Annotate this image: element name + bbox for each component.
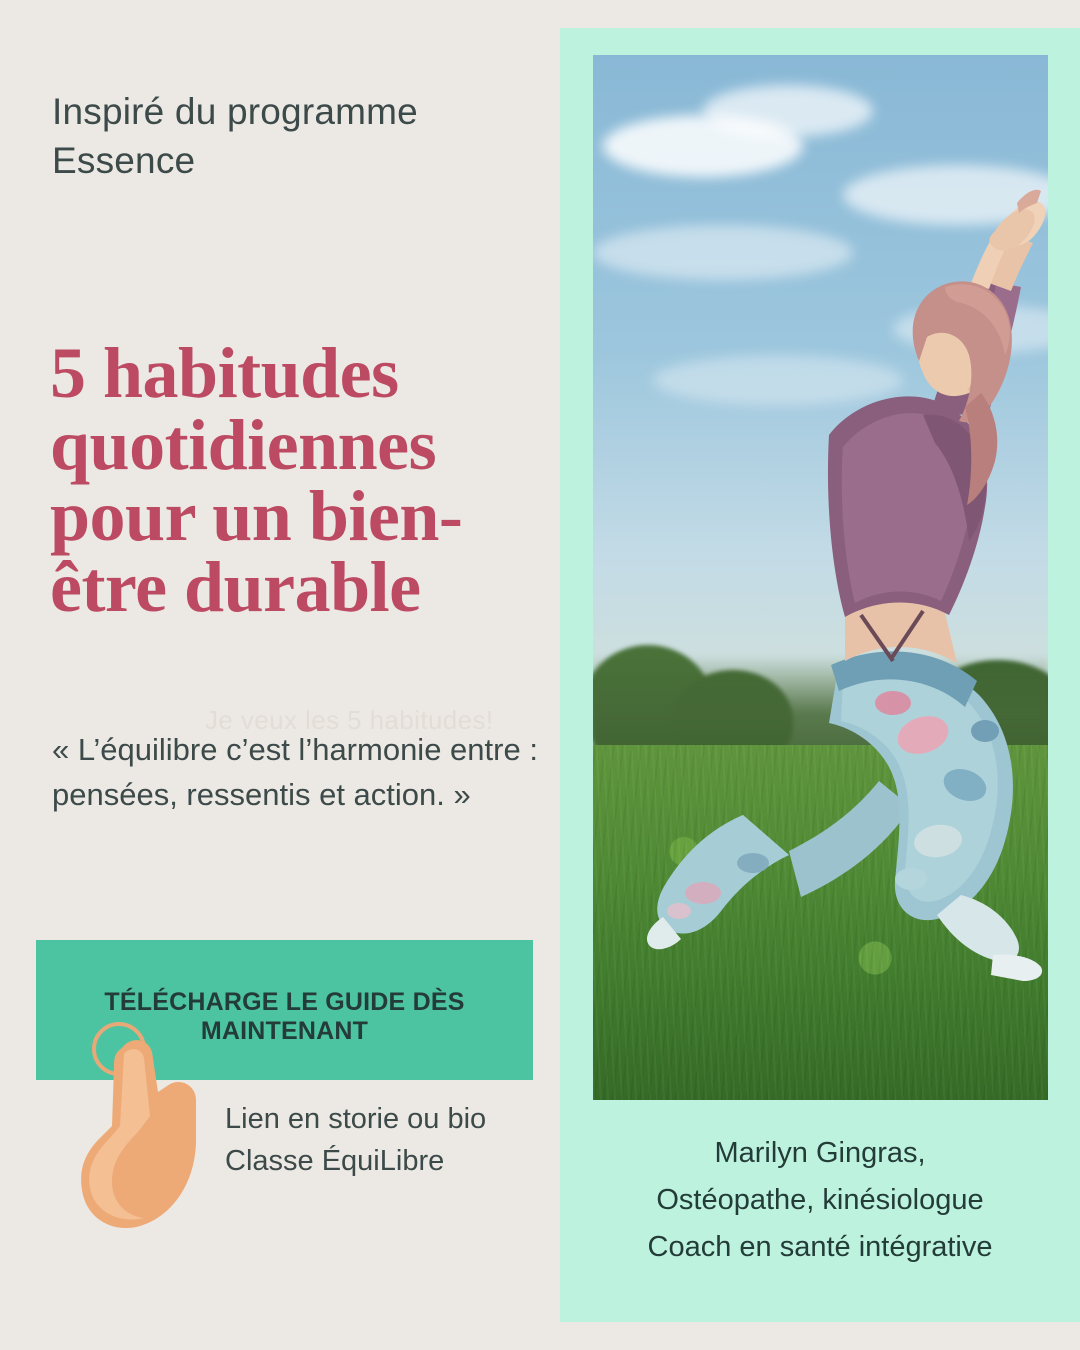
page-title: 5 habitudes quotidiennes pour un bien-être durable: [50, 333, 463, 628]
yoga-photo: [593, 55, 1048, 1100]
author-name: Marilyn Gingras,: [714, 1137, 926, 1169]
cta-subtext: [225, 1098, 555, 1182]
author-role-2: Coach en santé intégrative: [647, 1230, 993, 1263]
ghost-overlay-text: Je veux les 5 habitudes!: [205, 705, 494, 735]
author-role-1: Ostéopathe, kinésiologue: [656, 1183, 984, 1216]
pointing-hand-icon: [78, 1020, 228, 1235]
cta-subtext-line-1: Lien en storie ou bio: [225, 1103, 487, 1135]
quote-text: « L’équilibre c’est l’harmonie entre : pensées, ressentis et action. »: [52, 732, 538, 812]
author-signature: [575, 1130, 1065, 1271]
yoga-figure: [593, 55, 1048, 1100]
cta-subtext-line-2: Classe ÉquiLibre: [225, 1145, 445, 1178]
eyebrow-text: Inspiré du programme Essence: [52, 91, 418, 181]
download-guide-button-label: TÉLÉCHARGE LE GUIDE DÈS MAINTENANT: [104, 988, 465, 1045]
